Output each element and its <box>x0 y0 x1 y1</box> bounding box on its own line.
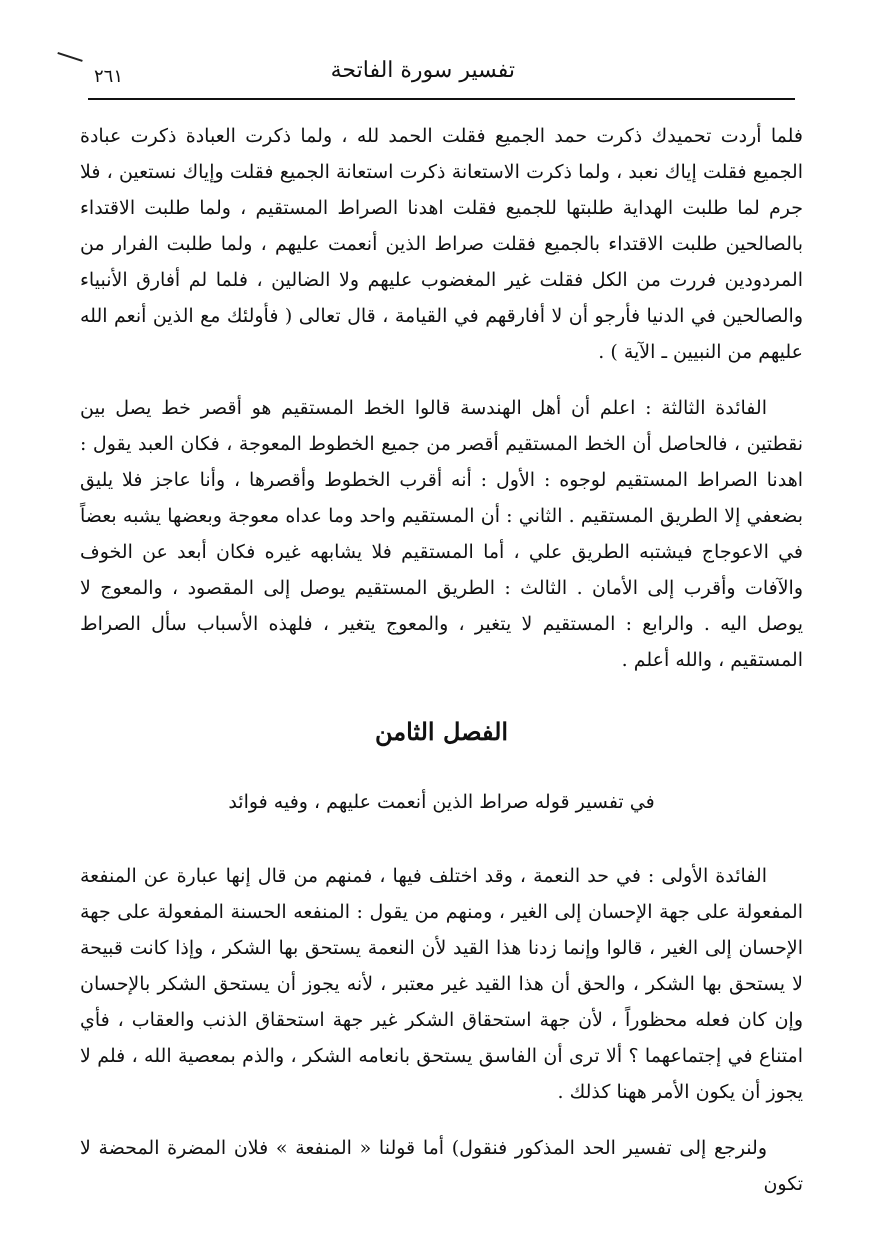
page-number: ٢٦١ <box>94 66 124 87</box>
paragraph-definition: ولنرجع إلى تفسير الحد المذكور فنقول) أما قولنا « المنفعة » فلان المضرة المحضة لا تكون <box>80 1137 803 1195</box>
body-text <box>80 118 803 1202</box>
paragraph-1: فلما أردت تحميدك ذكرت حمد الجميع فقلت الحمد لله ، ولما ذكرت العبادة ذكرت عبادة الجميع فقلت إياك نعبد ، ولما ذكرت الاستعانة ذكرت استعانة الجميع فقلت وإياك نستعين ، فلا جرم لما طلبت الهداية طلبتها للجميع فقلت اهدنا الصراط المستقيم ، ولما طلبت الاقتداء بالصالحين طلبت الاقتداء بالجميع فقلت صراط الذين أنعمت عليهم ، ولما طلبت الفرار من المردودين فررت من الكل فقلت غير المغضوب عليهم ولا الضالين ، فلما لم أفارق الأنبياء والصالحين في الدنيا فأرجو أن لا أفارقهم في القيامة ، قال تعالى ( فأولئك مع الذين أنعم الله عليهم من النبيين ـ الآية ) . <box>80 125 803 363</box>
running-title: تفسير سورة الفاتحة <box>330 58 515 83</box>
section-gap <box>80 678 803 712</box>
paragraph-gap <box>80 370 803 390</box>
page-header <box>88 58 795 100</box>
corner-mark <box>54 52 83 73</box>
section-heading: الفصل الثامن <box>374 717 509 746</box>
section-gap <box>80 752 803 784</box>
section-gap <box>80 820 803 858</box>
paragraph-gap <box>80 1110 803 1130</box>
paragraph-benefit-three: الفائدة الثالثة : اعلم أن أهل الهندسة قالوا الخط المستقيم هو أقصر خط يصل بين نقطتين ، فالحاصل أن الخط المستقيم أقصر من جميع الخطوط المعوجة ، فكان العبد يقول : اهدنا الصراط المستقيم لوجوه : الأول : أنه أقرب الخطوط وأقصرها ، وأنا عاجز فلا يليق بضعفي إلا الطريق المستقيم . الثاني : أن المستقيم واحد وما عداه معوجة وبعضها يشبه بعضاً في الاعوجاج فيشتبه الطريق علي ، أما المستقيم فلا يشابهه غيره فكان أبعد عن الخوف والآفات وأقرب إلى الأمان . الثالث : الطريق المستقيم يوصل إلى المقصود ، والمعوج لا يوصل اليه . والرابع : المستقيم لا يتغير ، والمعوج يتغير ، فلهذه الأسباب سأل الصراط المستقيم ، والله أعلم . <box>80 397 803 671</box>
paragraph-benefit-one: الفائدة الأولى : في حد النعمة ، وقد اختلف فيها ، فمنهم من قال إنها عبارة عن المنفعة المفعولة على جهة الإحسان إلى الغير ، ومنهم من يقول : المنفعه الحسنة المفعولة على جهة الإحسان إلى الغير ، قالوا وإنما زدنا هذا القيد لأن النعمة يستحق بها الشكر ، وإذا كانت قبيحة لا يستحق بها الشكر ، والحق أن هذا القيد غير معتبر ، لأنه يجوز أن يستحق الشكر بالإحسان وإن كان فعله محظوراً ، لأن جهة استحقاق الشكر غير جهة استحقاق الذنب والعقاب ، فأي امتناع في إجتماعهما ؟ ألا ترى أن الفاسق يستحق بانعامه الشكر ، والذم بمعصية الله ، فلم لا يجوز أن يكون الأمر ههنا كذلك . <box>80 865 803 1103</box>
section-subheading: في تفسير قوله صراط الذين أنعمت عليهم ، وفيه فوائد <box>228 791 655 813</box>
